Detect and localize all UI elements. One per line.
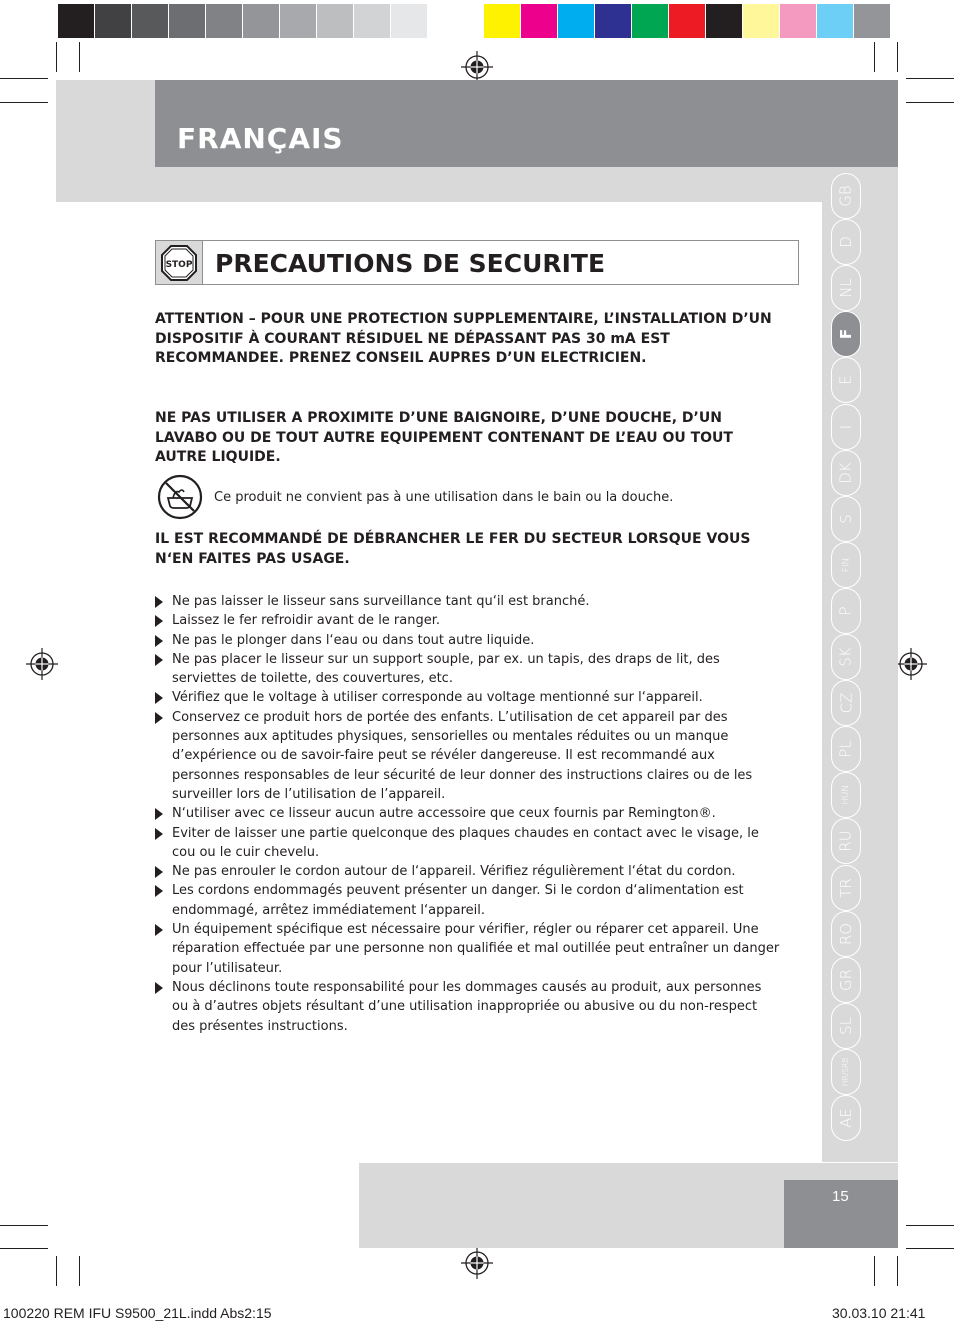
process-swatch	[706, 4, 743, 38]
safety-bullet: Laissez le fer refroidir avant de le ranger.	[155, 611, 780, 630]
safety-bullet: Ne pas laisser le lisseur sans surveillance tant qu‘il est branché.	[155, 592, 780, 611]
language-tab-ro[interactable]	[831, 911, 861, 957]
language-tab-label: I	[837, 424, 855, 429]
language-tab-cz[interactable]	[831, 680, 861, 726]
page-number: 15	[832, 1188, 849, 1205]
language-tab-label: DK	[836, 461, 855, 484]
process-swatch	[743, 4, 780, 38]
safety-bullet: Les cordons endommagés peuvent présenter un danger. Si le cordon d‘alimentation est endommagé, arrêtez immédiatement l‘appareil.	[155, 881, 780, 920]
language-tab-label: SK	[836, 647, 855, 667]
registration-target-icon	[461, 51, 493, 83]
language-tab-label: NL	[836, 278, 855, 298]
safety-bullet: Eviter de laisser une partie quelconque des plaques chaudes en contact avec le visage, le cou ou le cuir chevelu.	[155, 824, 780, 863]
crop-mark	[874, 42, 875, 72]
rcd-warning: ATTENTION – POUR UNE PROTECTION SUPPLEMENTAIRE, L’INSTALLATION D’UN DISPOSITIF À COURANT RÉSIDUEL NE DÉPASSANT PAS 30 mA EST RECOMMANDEE. PRENEZ CONSEIL AUPRES D’UN ELECTRICIEN.	[155, 311, 772, 366]
language-tab-d[interactable]	[831, 219, 861, 265]
language-tab-label: TR	[837, 877, 855, 898]
language-tab-ru[interactable]	[831, 818, 861, 864]
crop-mark	[79, 42, 80, 72]
safety-bullet: Ne pas enrouler le cordon autour de l‘appareil. Vérifiez régulièrement l‘état du cordon.	[155, 862, 780, 881]
safety-bullet: Un équipement spécifique est nécessaire pour vérifier, régler ou réparer cet appareil. Une réparation effectuée par une personne non qualifiée et mal outillée peut entraîner un danger pour l’utilisateur.	[155, 920, 780, 978]
language-tab-gb[interactable]	[831, 173, 861, 219]
gray-swatch	[206, 4, 243, 38]
language-tab-f[interactable]	[831, 311, 861, 357]
language-tab-pl[interactable]	[831, 726, 861, 772]
gray-swatch	[243, 4, 280, 38]
safety-bullet: N‘utiliser avec ce lisseur aucun autre accessoire que ceux fournis par Remington®.	[155, 804, 780, 823]
crop-mark	[906, 1248, 954, 1249]
language-tab-label: D	[837, 236, 855, 248]
process-swatch	[632, 4, 669, 38]
safety-bullet: Ne pas le plonger dans l‘eau ou dans tout autre liquide.	[155, 631, 780, 650]
crop-mark	[906, 78, 954, 79]
language-tab-sl[interactable]	[831, 1003, 861, 1049]
language-tab-gr[interactable]	[831, 957, 861, 1003]
safety-bullet: Ne pas placer le lisseur sur un support souple, par ex. un tapis, des draps de lit, des serviettes de toilette, des couvertures, etc.	[155, 650, 780, 689]
language-tab-ae[interactable]	[831, 1095, 861, 1141]
registration-target-icon	[895, 648, 927, 680]
crop-mark	[56, 42, 57, 72]
crop-mark	[56, 1256, 57, 1286]
print-file-info: 100220 REM IFU S9500_21L.indd Abs2:15	[3, 1305, 272, 1321]
process-swatch	[669, 4, 706, 38]
crop-mark	[0, 1225, 48, 1226]
section-header	[155, 240, 799, 285]
crop-mark	[0, 78, 48, 79]
bath-note: Ce produit ne convient pas à une utilisation dans le bain ou la douche.	[214, 490, 674, 505]
language-tab-label: F	[837, 329, 855, 340]
process-swatch	[558, 4, 595, 38]
safety-bullet: Nous déclinons toute responsabilité pour les dommages causés au produit, aux personnes ou à d’autres objets résultant d’une utilisation inappropriée ou abusive ou du non-respect des présentes instructions.	[155, 978, 780, 1036]
registration-target-icon	[461, 1247, 493, 1279]
language-tab-sk[interactable]	[831, 634, 861, 680]
crop-mark	[906, 1225, 954, 1226]
language-tab-label: RO	[836, 922, 855, 945]
language-tab-nl[interactable]	[831, 265, 861, 311]
language-tab-label: PL	[837, 740, 855, 758]
stop-label: STOP	[165, 259, 193, 270]
gray-swatch	[58, 4, 95, 38]
process-color-bar	[484, 4, 891, 38]
safety-bullet: Conservez ce produit hors de portée des enfants. L’utilisation de cet appareil par des personnes aux aptitudes physiques, sensorielles ou mentales réduites ou un manque d’expérience ou de savoir-faire peut se révéler dangereuse. Il est recommandé aux personnes responsables de leur sécurité de leur donner des instructions claires ou de les surveiller lors de l’utilisation de l’appareil.	[155, 708, 780, 804]
crop-mark	[0, 102, 48, 103]
gray-swatch	[354, 4, 391, 38]
language-tab-dk[interactable]	[831, 450, 861, 496]
process-swatch	[780, 4, 817, 38]
language-tab-label: SL	[836, 1016, 855, 1035]
language-tab-hr-srb[interactable]	[831, 1049, 861, 1095]
language-tab-i[interactable]	[831, 404, 861, 450]
language-tab-hun[interactable]	[831, 772, 861, 818]
language-tab-label: GR	[836, 968, 855, 991]
language-tab-label: E	[836, 375, 855, 386]
safety-bullet: Vérifiez que le voltage à utiliser corresponde au voltage mentionné sur l‘appareil.	[155, 688, 780, 707]
crop-mark	[0, 1248, 48, 1249]
language-tab-label: AE	[837, 1108, 855, 1128]
language-tab-label: S	[837, 513, 855, 524]
unplug-warning: IL EST RECOMMANDÉ DE DÉBRANCHER LE FER DU SECTEUR LORSQUE VOUS N‘EN FAITES PAS USAGE.	[155, 531, 751, 567]
crop-mark	[874, 1256, 875, 1286]
language-tab-label: RU	[837, 830, 855, 853]
language-tab-p[interactable]	[831, 588, 861, 634]
language-tab-label: CZ	[837, 692, 855, 714]
print-date: 30.03.10 21:41	[832, 1305, 926, 1321]
stop-icon-cell	[156, 241, 203, 284]
language-tab-e[interactable]	[831, 357, 861, 403]
stop-sign-icon	[160, 244, 198, 282]
process-swatch	[817, 4, 854, 38]
crop-mark	[897, 1256, 898, 1286]
process-swatch	[595, 4, 632, 38]
registration-target-icon	[26, 648, 58, 680]
process-swatch	[484, 4, 521, 38]
language-tab-s[interactable]	[831, 496, 861, 542]
water-warning: NE PAS UTILISER A PROXIMITE D’UNE BAIGNOIRE, D’UNE DOUCHE, D’UN LAVABO OU DE TOUT AUTRE EQUIPEMENT CONTENANT DE L’EAU OU TOUT AUTRE LIQUIDE.	[155, 410, 733, 465]
language-tab-label: HR/SRB	[841, 1057, 851, 1087]
crop-mark	[906, 102, 954, 103]
page-number-box	[784, 1180, 898, 1248]
safety-bullet-list	[155, 592, 780, 1036]
gray-swatch	[280, 4, 317, 38]
process-swatch	[854, 4, 891, 38]
gray-swatch	[317, 4, 354, 38]
title-band	[155, 80, 898, 167]
language-tab-tr[interactable]	[831, 865, 861, 911]
crop-mark	[897, 42, 898, 72]
gray-swatch	[169, 4, 206, 38]
language-tab-label: GB	[836, 185, 855, 207]
gray-swatch	[428, 4, 465, 38]
no-bath-icon	[157, 474, 203, 520]
language-tab-label: P	[836, 606, 855, 616]
gray-swatch	[132, 4, 169, 38]
crop-mark	[79, 1256, 80, 1286]
gray-color-bar	[58, 4, 465, 38]
section-title: PRECAUTIONS DE SECURITE	[215, 249, 606, 278]
language-tab-label: HUN	[841, 785, 851, 806]
process-swatch	[521, 4, 558, 38]
gray-swatch	[95, 4, 132, 38]
language-tab-label: FIN	[840, 557, 851, 573]
language-tab-fin[interactable]	[831, 542, 861, 588]
page-title: FRANÇAIS	[177, 122, 344, 155]
gray-swatch	[391, 4, 428, 38]
